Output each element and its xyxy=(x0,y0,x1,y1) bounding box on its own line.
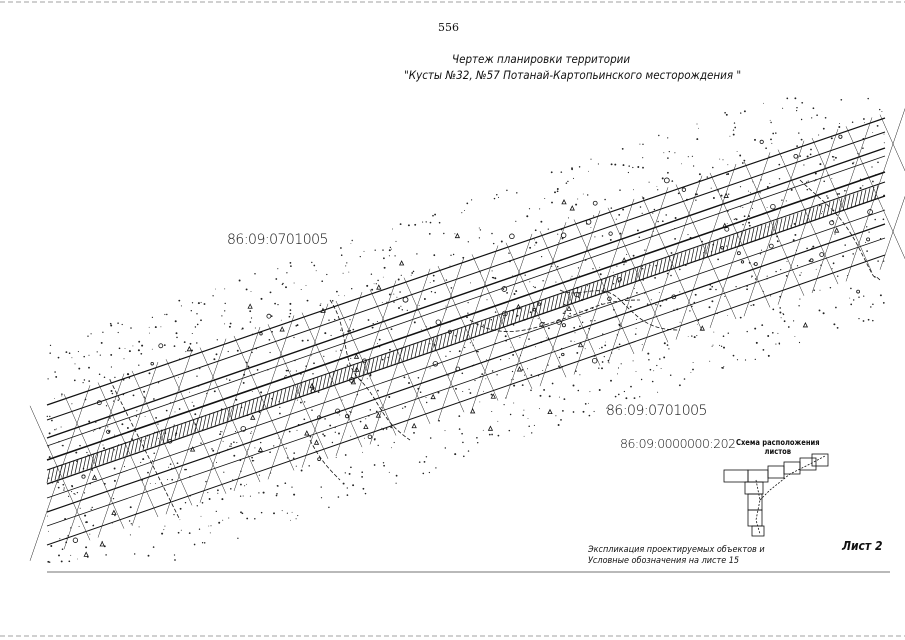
terrain-speckle xyxy=(47,97,885,562)
sheet-label: Лист 2 xyxy=(842,539,883,553)
page-number: 556 xyxy=(438,21,459,34)
cadastral-label: 86:09:0701005 xyxy=(227,232,328,248)
drawing-title-line1: Чертеж планировки территории xyxy=(452,52,631,66)
crosshatch-grid xyxy=(30,94,905,561)
legend-note-line1: Экспликация проектируемых объектов и xyxy=(588,545,765,555)
corridor-lines xyxy=(47,118,885,545)
legend-note xyxy=(588,545,765,568)
drawing-title-line2: "Кусты №32, №57 Потанай-Картопьинского месторождения " xyxy=(404,68,742,82)
outer-frame xyxy=(0,2,905,636)
index-scheme-title xyxy=(736,438,820,456)
cadastral-label: 86:09:0000000:202 xyxy=(620,436,736,451)
index-scheme-title-line1: Схема расположения xyxy=(736,438,820,447)
cadastral-label: 86:09:0701005 xyxy=(606,403,707,419)
sheet-index-scheme xyxy=(724,454,828,536)
index-scheme-title-line2: листов xyxy=(764,447,792,456)
legend-note-line2: Условные обозначения на листе 15 xyxy=(588,556,740,567)
